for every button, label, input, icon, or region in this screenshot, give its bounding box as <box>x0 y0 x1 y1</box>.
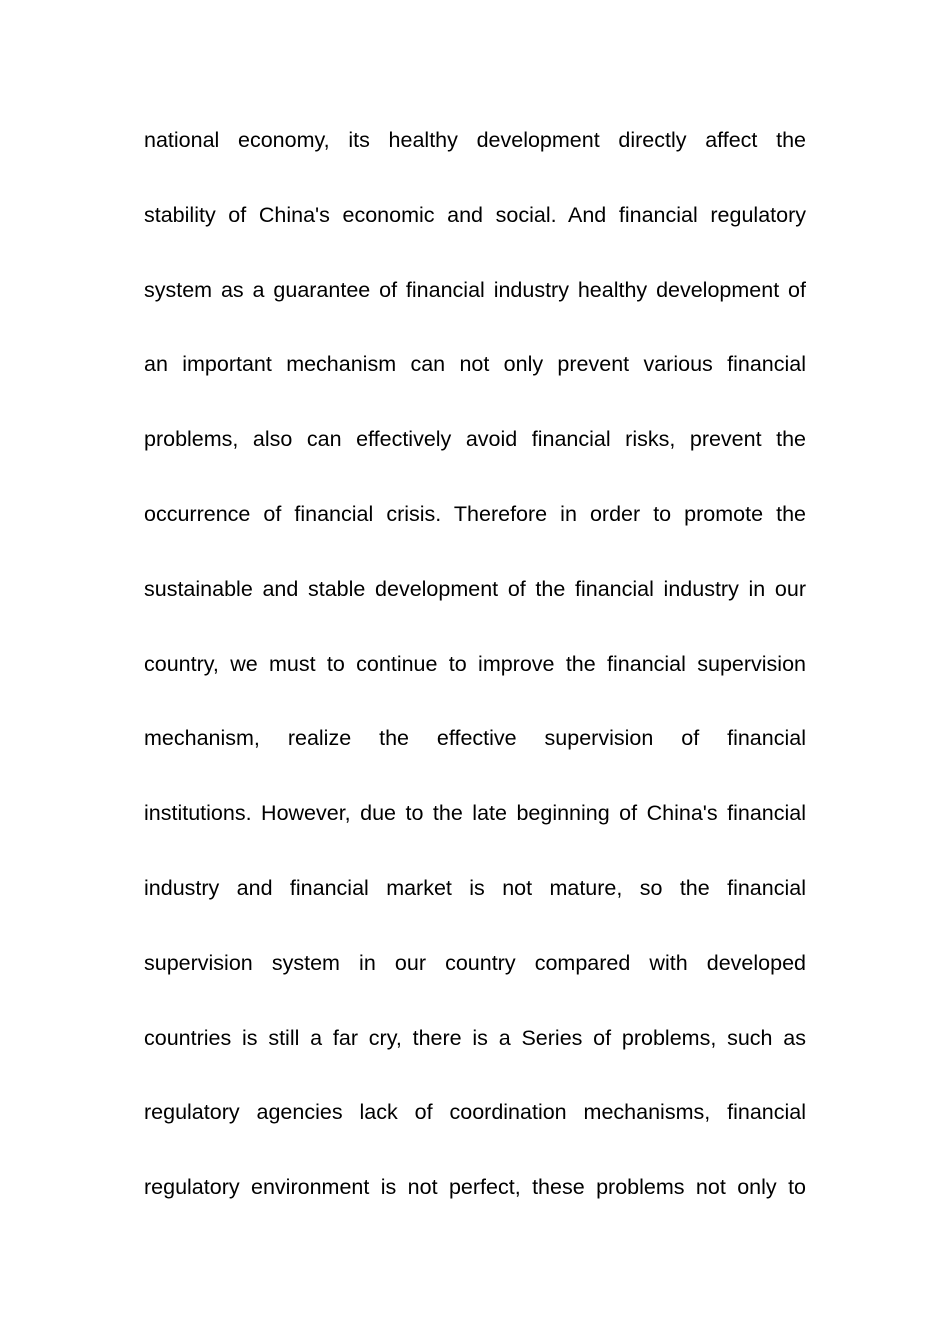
text-line: countries is still a far cry, there is a Series of problems, such as <box>144 1025 806 1050</box>
text-line: mechanism, realize the effective supervision of financial <box>144 726 806 751</box>
text-line: problems, also can effectively avoid financial risks, prevent the <box>144 427 806 452</box>
text-line: supervision system in our country compared with developed <box>144 950 806 975</box>
text-line: institutions. However, due to the late beginning of China's financial <box>144 801 806 826</box>
text-line: regulatory agencies lack of coordination mechanisms, financial <box>144 1100 806 1125</box>
text-line: occurrence of financial crisis. Therefore in order to promote the <box>144 501 806 526</box>
body-paragraph <box>144 103 806 1225</box>
text-line: country, we must to continue to improve the financial supervision <box>144 651 806 676</box>
text-line: an important mechanism can not only prevent various financial <box>144 352 806 377</box>
text-line: national economy, its healthy development directly affect the <box>144 128 806 152</box>
text-line: stability of China's economic and social. And financial regulatory <box>144 202 806 227</box>
text-line: regulatory environment is not perfect, these problems not only to <box>144 1175 806 1200</box>
text-line: sustainable and stable development of the financial industry in our <box>144 576 806 601</box>
text-line: industry and financial market is not mature, so the financial <box>144 875 806 900</box>
text-line: system as a guarantee of financial industry healthy development of <box>144 277 806 302</box>
